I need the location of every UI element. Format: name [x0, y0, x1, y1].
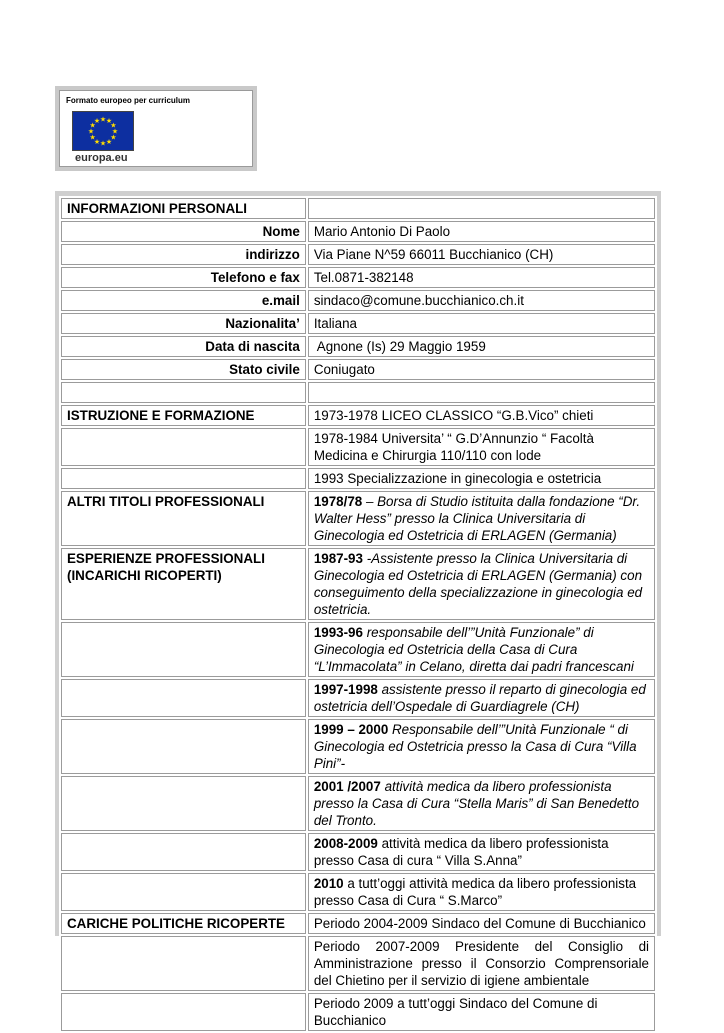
table-row: [61, 313, 655, 334]
experience-year: 1993-96: [313, 625, 363, 640]
titles-text: – Borsa di Studio istituita dalla fondazione “Dr. Walter Hess” presso la Clinica Universitaria di Ginecologia ed Ostetricia di ERLAGEN (Germania): [313, 494, 641, 543]
political-item: Periodo 2009 a tutt’oggi Sindaco del Comune di Bucchianico: [308, 993, 655, 1031]
cv-table: [59, 196, 657, 1033]
value-stato-civile: Coniugato: [308, 359, 655, 380]
table-row: [61, 221, 655, 242]
section-titles: ALTRI TITOLI PROFESSIONALI: [61, 491, 306, 546]
table-row: [61, 679, 655, 717]
flag-star-icon: ★: [99, 115, 107, 124]
table-row: [61, 833, 655, 871]
label-telefono: Telefono e fax: [61, 267, 306, 288]
experience-year: 2001 /2007: [313, 779, 381, 794]
education-item: 1973-1978 LICEO CLASSICO “G.B.Vico” chieti: [308, 405, 655, 426]
table-row: [61, 993, 655, 1031]
table-row: [61, 491, 655, 546]
section-experience: ESPERIENZE PROFESSIONALI (INCARICHI RICOPERTI): [61, 548, 306, 620]
value-nazionalita: Italiana: [308, 313, 655, 334]
experience-text: attività medica da libero professionista presso la Casa di Cura “Stella Maris” di San Benedetto del Tronto.: [313, 779, 640, 828]
section-political: CARICHE POLITICHE RICOPERTE: [61, 913, 306, 934]
experience-text: responsabile dell’”Unità Funzionale” di Ginecologia ed Ostetricia della Casa di Cura “L’Immacolata” in Celano, diretta dai padri francescani: [313, 625, 634, 674]
political-item: Periodo 2004-2009 Sindaco del Comune di Bucchianico: [308, 913, 655, 934]
flag-star-icon: ★: [105, 137, 113, 146]
experience-text: a tutt’oggi attività medica da libero professionista presso Casa di Cura “ S.Marco”: [313, 876, 637, 908]
experience-item: [308, 719, 655, 774]
eu-flag-icon: [72, 111, 134, 151]
experience-text: assistente presso il reparto di ginecologia ed ostetricia dell’Ospedale di Guardiagrele (CH): [313, 682, 646, 714]
experience-item: [308, 622, 655, 677]
experience-item: [308, 548, 655, 620]
table-row: [61, 913, 655, 934]
experience-year: 1987-93: [313, 551, 363, 566]
value-nome: Mario Antonio Di Paolo: [308, 221, 655, 242]
education-item: 1993 Specializzazione in ginecologia e ostetricia: [308, 468, 655, 489]
experience-year: 1997-1998: [313, 682, 378, 697]
titles-item: [308, 491, 655, 546]
table-row: [61, 936, 655, 991]
flag-star-icon: ★: [93, 117, 101, 126]
flag-star-icon: ★: [110, 121, 117, 130]
experience-text: Responsabile dell’”Unità Funzionale “ di Ginecologia ed Ostetricia presso la Casa di Cura “Villa Pini”-: [313, 722, 637, 771]
table-row: [61, 468, 655, 489]
label-data-nascita: Data di nascita: [61, 336, 306, 357]
table-row: [61, 198, 655, 219]
table-row: [61, 359, 655, 380]
table-row: [61, 873, 655, 911]
table-row: [61, 267, 655, 288]
titles-year: 1978/78: [313, 494, 363, 509]
flag-star-icon: ★: [111, 127, 119, 136]
flag-star-icon: ★: [89, 121, 96, 130]
value-email: sindaco@comune.bucchianico.ch.it: [308, 290, 655, 311]
table-row: [61, 428, 655, 466]
table-row: [61, 336, 655, 357]
table-row: [61, 405, 655, 426]
experience-text: -Assistente presso la Clinica Universitaria di Ginecologia ed Ostetricia di ERLAGEN (Germania) con conseguimento della specializzazione in ginecologia ed ostetricia.: [313, 551, 643, 617]
table-row: [61, 719, 655, 774]
experience-text: attività medica da libero professionista presso Casa di cura “ Villa S.Anna”: [313, 836, 609, 868]
logo-text: europa.eu: [75, 152, 128, 164]
flag-star-icon: ★: [110, 133, 117, 142]
table-row: [61, 290, 655, 311]
europass-header-inner: [59, 90, 253, 167]
header-title: Formato europeo per curriculum: [66, 96, 191, 105]
value-indirizzo: Via Piane N^59 66011 Bucchianico (CH): [308, 244, 655, 265]
cv-frame: [55, 191, 661, 1028]
label-email: e.mail: [61, 290, 306, 311]
experience-item: [308, 873, 655, 911]
europass-header: [55, 86, 257, 171]
section-education: ISTRUZIONE E FORMAZIONE: [61, 405, 306, 426]
experience-item: [308, 776, 655, 831]
table-row: [61, 382, 655, 403]
flag-star-icon: ★: [89, 133, 96, 142]
table-row: [61, 244, 655, 265]
value-telefono: Tel.0871-382148: [308, 267, 655, 288]
experience-year: 2010: [313, 876, 344, 891]
section-personal: INFORMAZIONI PERSONALI: [61, 198, 306, 219]
label-nome: Nome: [61, 221, 306, 242]
experience-item: [308, 679, 655, 717]
flag-star-icon: ★: [93, 137, 101, 146]
education-item: 1978-1984 Universita’ “ G.D’Annunzio “ Facoltà Medicina e Chirurgia 110/110 con lode: [308, 428, 655, 466]
political-item: Periodo 2007-2009 Presidente del Consiglio di Amministrazione presso il Consorzio Comprensoriale del Chietino per il servizio di igiene ambientale: [308, 936, 655, 991]
label-stato-civile: Stato civile: [61, 359, 306, 380]
experience-year: 1999 – 2000: [313, 722, 389, 737]
table-row: [61, 776, 655, 831]
table-row: [61, 622, 655, 677]
label-nazionalita: Nazionalita’: [61, 313, 306, 334]
flag-star-icon: ★: [99, 139, 107, 148]
table-row: [61, 548, 655, 620]
experience-item: [308, 833, 655, 871]
label-indirizzo: indirizzo: [61, 244, 306, 265]
value-data-nascita: Agnone (Is) 29 Maggio 1959: [308, 336, 655, 357]
experience-year: 2008-2009: [313, 836, 378, 851]
flag-star-icon: ★: [105, 117, 113, 126]
flag-star-icon: ★: [87, 127, 95, 136]
